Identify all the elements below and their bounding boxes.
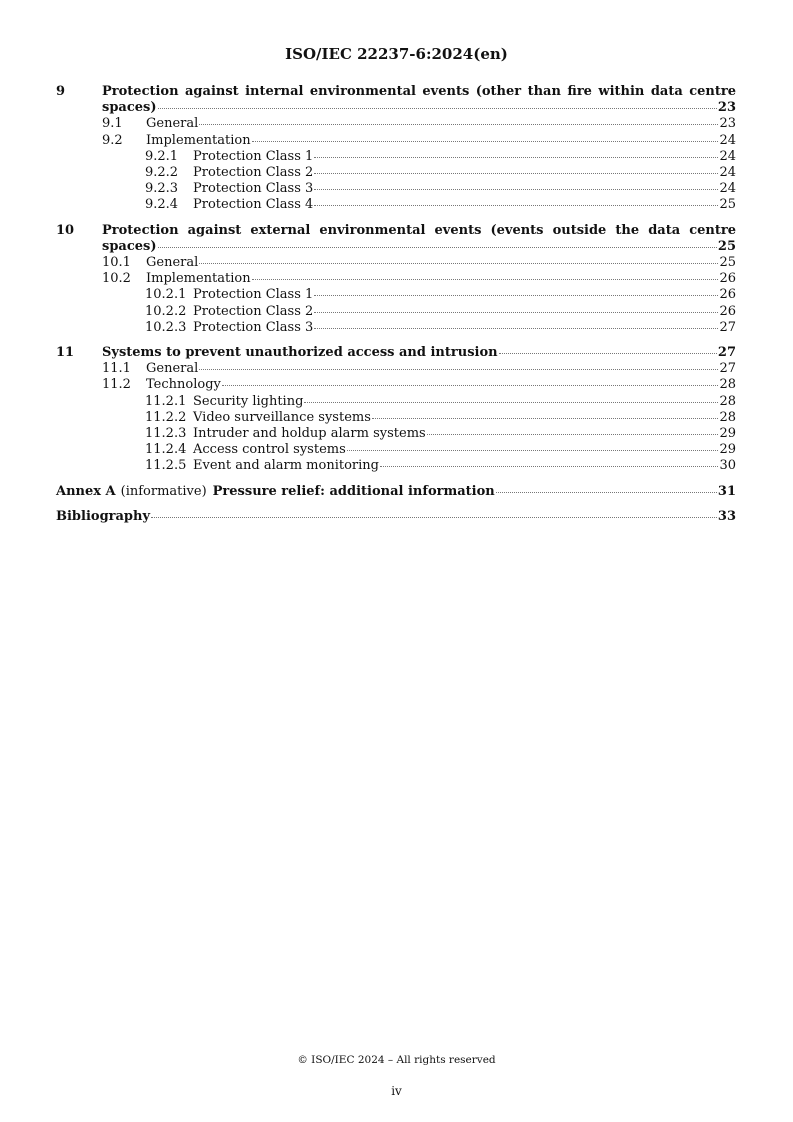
spacer	[56, 336, 736, 345]
toc-title: Video surveillance systems	[193, 409, 371, 425]
toc-entry-9-1[interactable]	[56, 116, 736, 132]
toc-number: 10.2	[102, 271, 131, 287]
annex-qualifier: (informative)	[120, 483, 207, 499]
toc-page: 24	[719, 165, 736, 181]
toc-title: Protection Class 2	[193, 165, 314, 181]
toc-title-line2: spaces)	[102, 238, 157, 254]
toc-page: 23	[719, 116, 736, 132]
toc-entry-10-2[interactable]	[56, 271, 736, 287]
toc-page: 31	[717, 483, 736, 499]
page-number: iv	[391, 1084, 402, 1098]
toc-entry-bibliography[interactable]	[56, 509, 736, 525]
toc-entry-10-1[interactable]	[56, 255, 736, 271]
toc-page: 24	[719, 148, 736, 164]
dot-leader	[314, 328, 718, 329]
toc-number: 10.1	[102, 255, 131, 271]
toc-entry-11-1[interactable]	[56, 361, 736, 377]
dot-leader	[314, 295, 718, 296]
toc-entry-11-2[interactable]	[56, 377, 736, 393]
toc-title: Protection Class 3	[193, 319, 314, 335]
toc-title: Systems to prevent unauthorized access and intrusion	[102, 345, 498, 361]
toc-page: 25	[719, 197, 736, 213]
toc-title: Access control systems	[193, 442, 346, 458]
toc-entry-10-2-3[interactable]	[56, 320, 736, 336]
toc-page: 27	[719, 319, 736, 335]
toc-number: 10.2.1	[145, 287, 187, 303]
dot-leader	[314, 173, 718, 174]
toc-title: General	[146, 361, 199, 377]
toc-entry-9-2-3[interactable]	[56, 181, 736, 197]
toc-page: 29	[719, 442, 736, 458]
toc-title: Pressure relief: additional information	[212, 483, 495, 499]
document-id-header: ISO/IEC 22237-6:2024(en)	[285, 45, 508, 63]
toc-title: Technology	[146, 377, 221, 393]
toc-number: 10.2.3	[145, 319, 187, 335]
dot-leader	[372, 418, 719, 419]
toc-page: 29	[719, 426, 736, 442]
dot-leader	[304, 402, 718, 403]
dot-leader	[314, 189, 718, 190]
toc-entry-9-2-1[interactable]	[56, 149, 736, 165]
dot-leader	[499, 353, 717, 354]
toc-page: 28	[719, 377, 736, 393]
dot-leader	[252, 141, 719, 142]
dot-leader	[199, 263, 718, 264]
toc-number: 9.2.2	[145, 165, 179, 181]
toc-title: Protection Class 1	[193, 287, 314, 303]
dot-leader	[314, 205, 718, 206]
dot-leader	[199, 369, 718, 370]
dot-leader	[496, 492, 717, 493]
toc-page: 27	[719, 361, 736, 377]
toc-entry-clause-10[interactable]	[56, 223, 736, 255]
toc-entry-9-2-4[interactable]	[56, 197, 736, 213]
dot-leader	[199, 124, 718, 125]
toc-title: Event and alarm monitoring	[193, 458, 379, 474]
toc-number: 11.1	[102, 361, 131, 377]
toc-entry-9-2-2[interactable]	[56, 165, 736, 181]
toc-entry-clause-11[interactable]	[56, 345, 736, 361]
toc-entry-9-2[interactable]	[56, 133, 736, 149]
toc-title: General	[146, 116, 199, 132]
toc-entry-annex-a[interactable]	[56, 484, 736, 500]
toc-number: 11.2.2	[145, 409, 187, 425]
spacer	[56, 475, 736, 484]
toc-title: Implementation	[146, 132, 251, 148]
toc-page: 28	[719, 409, 736, 425]
toc-title: General	[146, 255, 199, 271]
dot-leader	[380, 466, 718, 467]
toc-entry-11-2-4[interactable]	[56, 442, 736, 458]
dot-leader	[314, 312, 718, 313]
toc-number: 11.2.3	[145, 426, 187, 442]
toc-page: 25	[719, 255, 736, 271]
toc-title: Implementation	[146, 271, 251, 287]
toc-number: 11.2.1	[145, 393, 187, 409]
toc-page: 33	[717, 508, 736, 524]
dot-leader	[222, 385, 719, 386]
toc-entry-10-2-1[interactable]	[56, 287, 736, 303]
toc-number: 9	[56, 84, 66, 99]
toc-page: 25	[717, 238, 736, 254]
toc-page: 26	[719, 287, 736, 303]
dot-leader	[252, 279, 719, 280]
toc-number: 10	[56, 222, 75, 238]
toc-number: 11.2.4	[145, 442, 187, 458]
toc-title-line2: spaces)	[102, 100, 157, 116]
toc-number: 11.2	[102, 377, 131, 393]
toc-title: Bibliography	[56, 508, 151, 524]
toc-title: Intruder and holdup alarm systems	[193, 426, 426, 442]
dot-leader	[427, 434, 719, 435]
annex-label: Annex A	[56, 483, 116, 499]
toc-number: 9.2.3	[145, 181, 179, 197]
toc-number: 10.2.2	[145, 303, 187, 319]
toc-title: Protection Class 1	[193, 148, 314, 164]
dot-leader	[347, 450, 719, 451]
toc-page: 28	[719, 393, 736, 409]
toc-page: 24	[719, 132, 736, 148]
toc-title: Protection Class 2	[193, 303, 314, 319]
toc-page: 26	[719, 271, 736, 287]
toc-number: 11	[56, 345, 75, 361]
dot-leader	[158, 247, 717, 248]
toc-entry-11-2-1[interactable]	[56, 394, 736, 410]
toc-entry-clause-9[interactable]	[56, 84, 736, 116]
toc-title-line1: Protection against internal environmental events (other than fire within data centre	[102, 84, 736, 99]
toc-page: 30	[719, 458, 736, 474]
toc-page: 24	[719, 181, 736, 197]
toc-entry-11-2-2[interactable]	[56, 410, 736, 426]
toc-number: 9.2.1	[145, 148, 179, 164]
toc-page: 27	[717, 345, 736, 361]
toc-entry-10-2-2[interactable]	[56, 304, 736, 320]
toc-page: 26	[719, 303, 736, 319]
toc-entry-11-2-5[interactable]	[56, 458, 736, 474]
toc-page: 23	[717, 100, 736, 116]
toc-title-line1: Protection against external environmental events (events outside the data centre	[102, 222, 736, 238]
table-of-contents	[56, 84, 736, 525]
toc-title: Security lighting	[193, 393, 304, 409]
toc-number: 9.2	[102, 132, 123, 148]
toc-entry-11-2-3[interactable]	[56, 426, 736, 442]
toc-number: 9.2.4	[145, 197, 179, 213]
dot-leader	[151, 517, 717, 518]
toc-number: 9.1	[102, 116, 123, 132]
spacer	[56, 500, 736, 509]
toc-title: Protection Class 4	[193, 197, 314, 213]
copyright-footer: © ISO/IEC 2024 – All rights reserved	[297, 1054, 496, 1066]
toc-number: 11.2.5	[145, 458, 187, 474]
dot-leader	[158, 108, 717, 109]
toc-title: Protection Class 3	[193, 181, 314, 197]
dot-leader	[314, 157, 718, 158]
spacer	[56, 214, 736, 223]
